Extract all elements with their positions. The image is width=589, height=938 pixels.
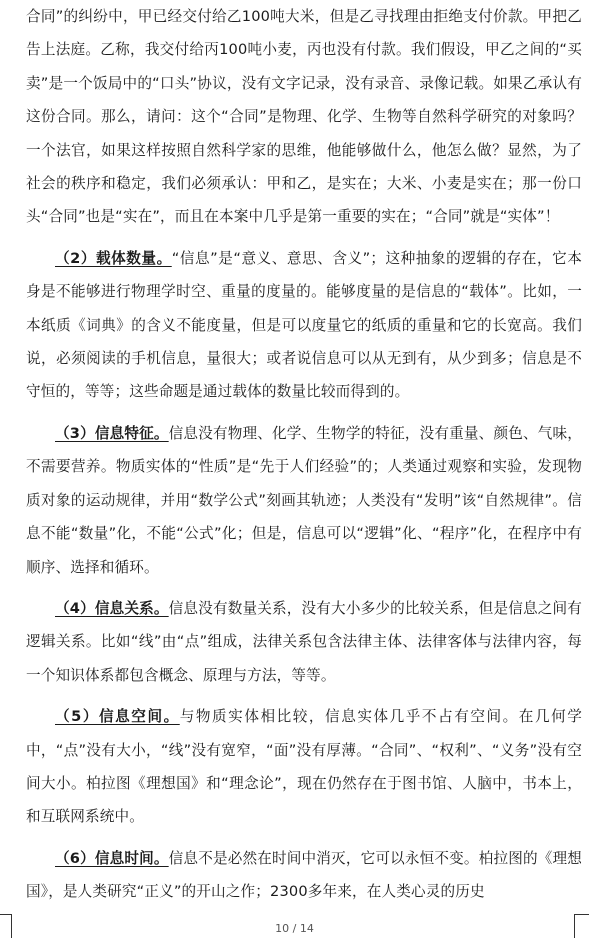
document-body [26, 0, 582, 909]
paragraph-carrier-quantity [26, 242, 582, 409]
page-indicator: 10 / 14 [275, 922, 314, 935]
paragraph-text: 与物质实体相比较，信息实体几乎不占有空间。在几何学中，“点”没有大小，“线”没有宽窄，“面”没有厚薄。“合同”、“权利”、“义务”没有空间大小。柏拉图《理想国》和“理念论”，现在仍然存在于图书馆、人脑中，书本上，和互联网系统中。 [26, 708, 582, 826]
paragraph-information-features [26, 417, 582, 584]
paragraph-text: “信息”是“意义、意思、含义”；这种抽象的逻辑的存在，它本身是不能够进行物理学时空、重量的度量的。能够度量的是信息的“载体”。比如，一本纸质《词典》的含义不能度量，但是可以度量它的纸质的重量和它的长宽高。我们说，必须阅读的手机信息，量很大；或者说信息可以从无到有，从少到多；信息是不守恒的，等等；这些命题是通过载体的数量比较而得到的。 [26, 249, 582, 401]
paragraph-information-space [26, 700, 582, 834]
paragraph-text: 信息不是必然在时间中消灭，它可以永恒不变。柏拉图的《理想国》，是人类研究“正义”的开山之作；2300多年来，在人类心灵的历史 [26, 849, 583, 901]
paragraph-text: 合同”的纠纷中，甲已经交付给乙100吨大米，但是乙寻找理由拒绝支付价款。甲把乙告上法庭。乙称，我交付给丙100吨小麦，丙也没有付款。我们假设，甲乙之间的“买卖”是一个饭局中的“口头”协议，没有文字记录，没有录音、录像记载。如果乙承认有这份合同。那么，请问：这个“合同”是物理、化学、生物等自然科学研究的对象吗？一个法官，如果这样按照自然科学家的思维，他能够做什么，他怎么做？显然，为了社会的秩序和稳定，我们必须承认：甲和乙，是实在；大米、小麦是实在；那一份口头“合同”也是“实在”，而且在本案中几乎是第一重要的实在；“合同”就是“实体”！ [26, 8, 582, 226]
paragraph-information-relations [26, 592, 582, 692]
section-heading: （2）载体数量。 [55, 249, 172, 267]
paragraph-contract-dispute [26, 0, 582, 234]
section-heading: （3）信息特征。 [55, 424, 169, 442]
paragraph-information-time [26, 842, 582, 909]
paragraph-text: 信息没有物理、化学、生物学的特征，没有重量、颜色、气味，不需要营养。物质实体的“性质”是“先于人们经验”的；人类通过观察和实验，发现物质对象的运动规律，并用“数学公式”刻画其轨迹；人类没有“发明”该“自然规律”。信息不能“数量”化，不能“公式”化；但是，信息可以“逻辑”化、“程序”化，在程序中有顺序、选择和循环。 [26, 424, 583, 576]
section-heading: （5）信息空间。 [55, 708, 180, 726]
paragraph-text: 信息没有数量关系，没有大小多少的比较关系，但是信息之间有逻辑关系。比如“线”由“点”组成，法律关系包含法律主体、法律客体与法律内容，每一个知识体系都包含概念、原理与方法，等等。 [26, 599, 583, 684]
section-heading: （4）信息关系。 [55, 599, 169, 617]
section-heading: （6）信息时间。 [55, 849, 169, 867]
